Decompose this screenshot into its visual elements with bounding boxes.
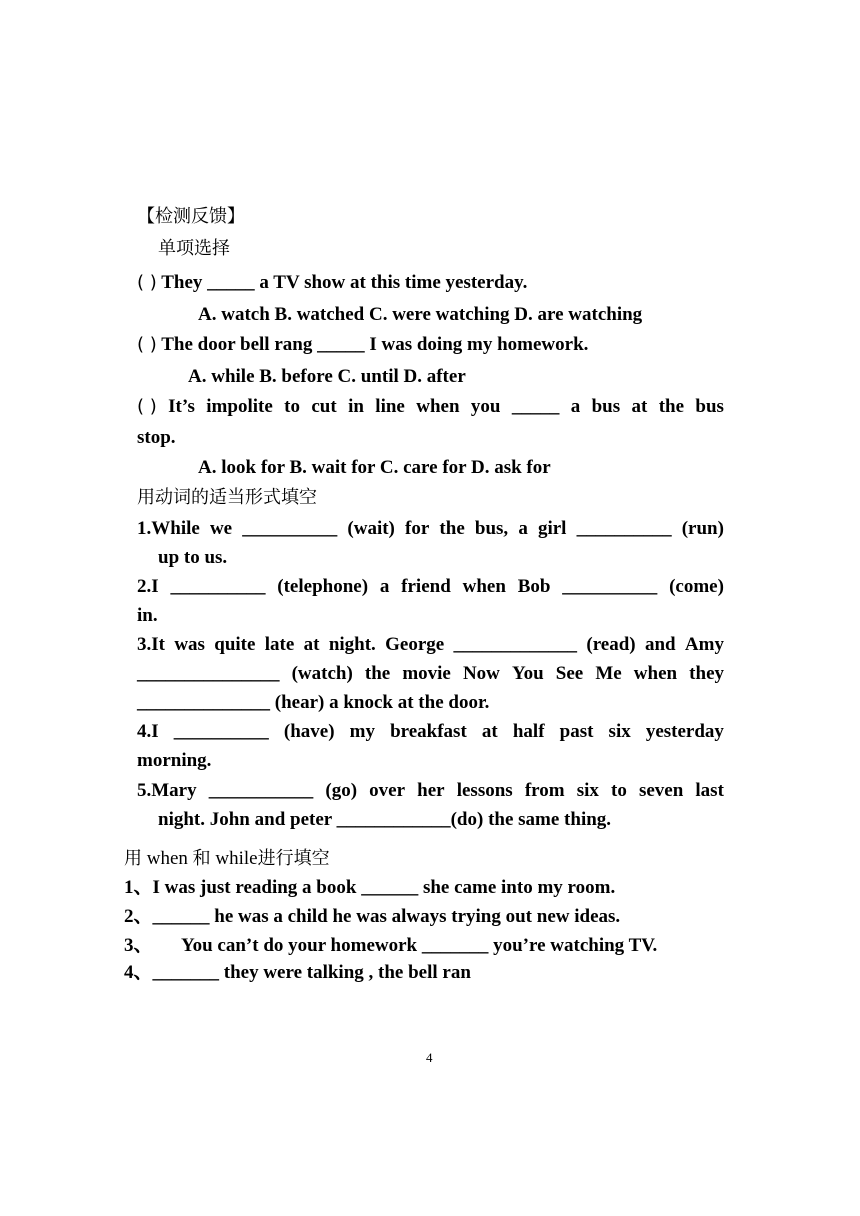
mc-q3-options: A. look for B. wait for C. care for D. ask for (198, 457, 551, 478)
answer-bracket: ( ) (137, 334, 157, 355)
mc-q3: ( ) It’s impolite to cut in line when you _____ a bus at the bus (137, 396, 724, 417)
mc-q2-options: A. while B. before C. until D. after (188, 366, 466, 387)
when-while-item-3: 3、 You can’t do your homework _______ you’re watching TV. (124, 935, 658, 956)
mc-q1-stem: They _____ a TV show at this time yesterday. (161, 272, 528, 293)
verb-item-4: 4.I __________ (have) my breakfast at half past six yesterday (137, 721, 724, 742)
verb-item-5: 5.Mary ___________ (go) over her lessons from six to seven last (137, 780, 724, 801)
verb-item-1: 1.While we __________ (wait) for the bus, a girl __________ (run) (137, 518, 724, 539)
heading-multiple-choice: 单项选择 (158, 238, 230, 259)
page-number: 4 (426, 1050, 433, 1065)
section-title-feedback: 【检测反馈】 (137, 206, 245, 227)
verb-item-2-end: in. (137, 605, 158, 626)
mc-q2-stem: The door bell rang _____ I was doing my homework. (161, 334, 589, 355)
verb-item-3-end: ______________ (hear) a knock at the door. (137, 692, 490, 713)
heading-when-while: 用 when 和 while进行填空 (124, 848, 330, 869)
mc-q1 (137, 271, 527, 295)
answer-bracket: ( ) (137, 396, 157, 417)
when-while-item-2: 2、______ he was a child he was always trying out new ideas. (124, 906, 621, 927)
verb-item-3-line-1: 3.It was quite late at night. George _____________ (read) and Amy (137, 634, 724, 655)
when-while-item-4: 4、_______ they were talking , the bell ran (124, 962, 471, 983)
verb-item-2: 2.I __________ (telephone) a friend when Bob __________ (come) (137, 576, 724, 597)
mc-q1-options: A. watch B. watched C. were watching D. are watching (198, 304, 643, 325)
verb-item-4-end: morning. (137, 750, 212, 771)
mc-q3-stem-end: stop. (137, 427, 176, 448)
heading-verb-forms: 用动词的适当形式填空 (137, 487, 317, 508)
verb-item-5-end: night. John and peter ____________(do) the same thing. (158, 809, 612, 830)
verb-item-3-line-2: _______________ (watch) the movie Now You See Me when they (137, 663, 724, 684)
answer-bracket: ( ) (137, 272, 157, 293)
verb-item-1-end: up to us. (158, 547, 228, 568)
mc-q2 (137, 333, 588, 357)
when-while-item-1: 1、I was just reading a book ______ she came into my room. (124, 877, 616, 898)
